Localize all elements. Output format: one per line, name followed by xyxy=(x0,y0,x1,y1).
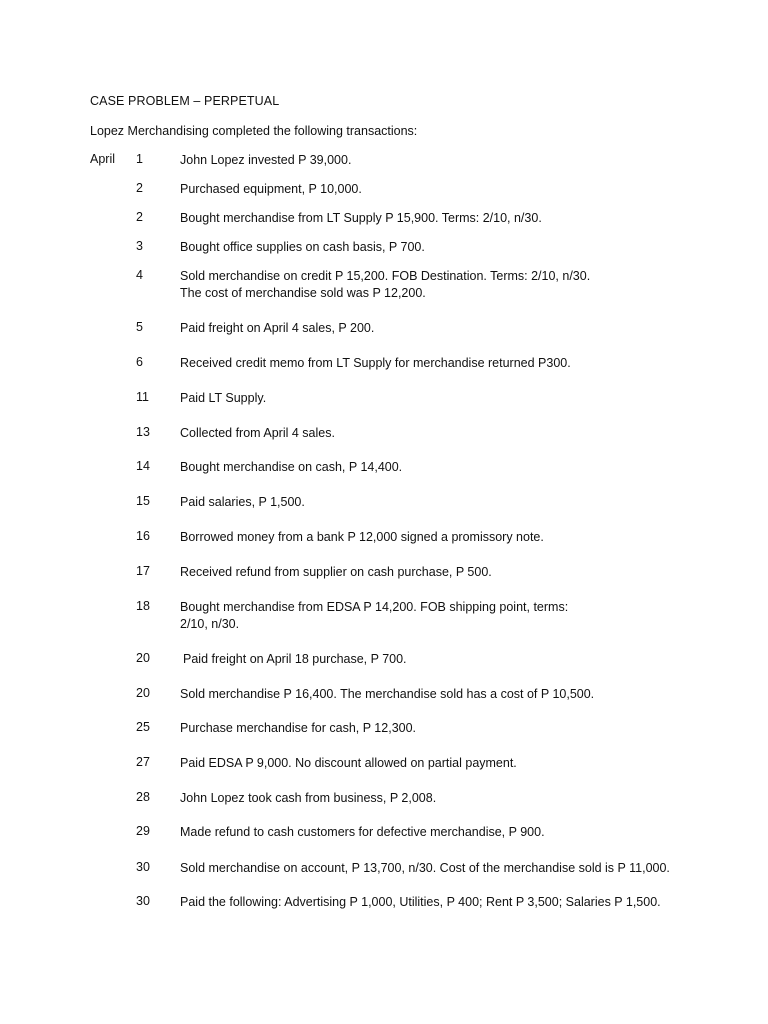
transaction-description: Purchase merchandise for cash, P 12,300. xyxy=(180,721,417,735)
transaction-day: 5 xyxy=(136,320,143,334)
transaction-description: Paid freight on April 4 sales, P 200. xyxy=(180,321,375,335)
transaction-day: 30 xyxy=(136,860,150,874)
transaction-day: 2 xyxy=(136,181,143,195)
transaction-day: 27 xyxy=(136,755,150,769)
transaction-day: 11 xyxy=(136,390,149,404)
transaction-day: 28 xyxy=(136,790,150,804)
month-label: April xyxy=(90,152,116,166)
transaction-day: 18 xyxy=(136,599,150,613)
transaction-description: Bought merchandise on cash, P 14,400. xyxy=(180,460,403,474)
transaction-day: 3 xyxy=(136,239,143,253)
transaction-description: Borrowed money from a bank P 12,000 signed a promissory note. xyxy=(180,530,544,544)
transaction-description: John Lopez took cash from business, P 2,008. xyxy=(180,791,437,805)
transaction-day: 16 xyxy=(136,529,150,543)
transaction-description: Paid EDSA P 9,000. No discount allowed on partial payment. xyxy=(180,756,517,770)
transaction-description: Paid freight on April 18 purchase, P 700. xyxy=(183,652,407,666)
transaction-description: Received credit memo from LT Supply for merchandise returned P300. xyxy=(180,356,571,370)
transaction-day: 17 xyxy=(136,564,150,578)
intro-text: Lopez Merchandising completed the following transactions: xyxy=(90,124,418,138)
transaction-day: 30 xyxy=(136,894,150,908)
transaction-description: Sold merchandise P 16,400. The merchandise sold has a cost of P 10,500. xyxy=(180,687,595,701)
transaction-day: 25 xyxy=(136,720,150,734)
transaction-description: Bought merchandise from EDSA P 14,200. FOB shipping point, terms: 2/10, n/30. xyxy=(180,600,569,631)
transaction-description: Bought office supplies on cash basis, P 700. xyxy=(180,240,425,254)
transaction-description: Bought merchandise from LT Supply P 15,900. Terms: 2/10, n/30. xyxy=(180,211,542,225)
transaction-day: 14 xyxy=(136,459,150,473)
transaction-day: 20 xyxy=(136,651,150,665)
transaction-description: Sold merchandise on account, P 13,700, n/30. Cost of the merchandise sold is P 11,000. xyxy=(180,861,670,875)
transaction-day: 4 xyxy=(136,268,143,282)
transaction-description: Purchased equipment, P 10,000. xyxy=(180,182,362,196)
transaction-description: Paid the following: Advertising P 1,000, Utilities, P 400; Rent P 3,500; Salaries P 1,500. xyxy=(180,895,661,909)
transaction-day: 2 xyxy=(136,210,143,224)
transaction-day: 1 xyxy=(136,152,143,166)
transaction-description: Sold merchandise on credit P 15,200. FOB Destination. Terms: 2/10, n/30. The cost of merchandise sold was P 12,200. xyxy=(180,269,591,300)
transaction-description: Paid LT Supply. xyxy=(180,391,267,405)
transaction-description: Paid salaries, P 1,500. xyxy=(180,495,305,509)
transaction-description: John Lopez invested P 39,000. xyxy=(180,153,352,167)
transaction-day: 13 xyxy=(136,425,150,439)
transaction-description: Collected from April 4 sales. xyxy=(180,426,335,440)
transaction-description: Made refund to cash customers for defective merchandise, P 900. xyxy=(180,825,545,839)
document-title: CASE PROBLEM – PERPETUAL xyxy=(90,94,280,108)
transaction-day: 15 xyxy=(136,494,150,508)
transaction-description: Received refund from supplier on cash purchase, P 500. xyxy=(180,565,492,579)
transaction-day: 6 xyxy=(136,355,143,369)
transaction-day: 20 xyxy=(136,686,150,700)
transaction-day: 29 xyxy=(136,824,150,838)
